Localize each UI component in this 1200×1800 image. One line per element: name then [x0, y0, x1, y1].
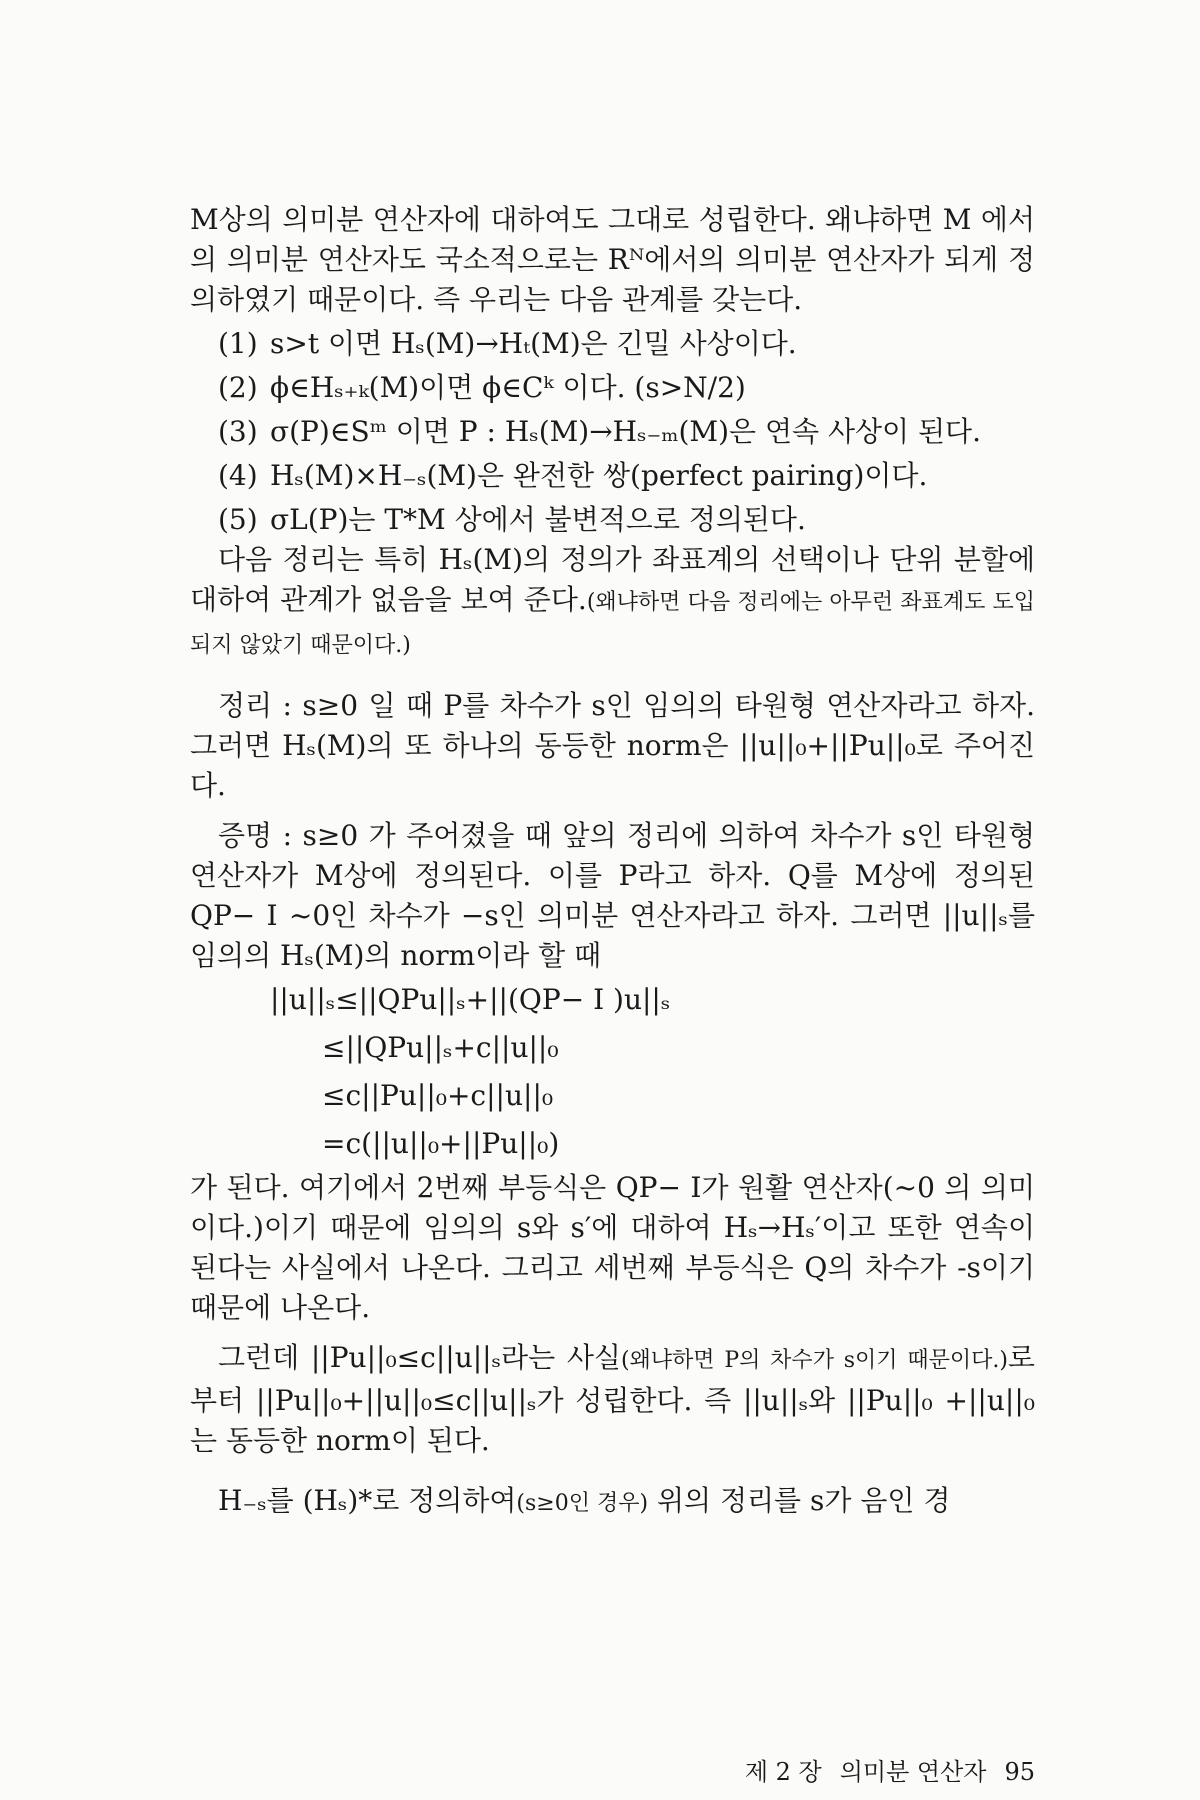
- paragraph-explanation: 가 된다. 여기에서 2번째 부등식은 QP− I가 원활 연산자(~0 의 의미이다.)이기 때문에 임의의 s와 s′에 대하여 Hₛ→Hₛ′이고 또한 연속이 된다는 사실에서 나온다. 그리고 세번째 부등식은 Q의 차수가 -s이기 때문에 나온다.: [190, 1171, 1035, 1324]
- page-body: [190, 200, 1035, 1524]
- remark-text: 다음 정리는 특히 Hₛ(M)의 정의가 좌표계의 선택이나 단위 분할에 대하여 관계가 없음을 보여 준다.: [190, 543, 1035, 616]
- spacer: [190, 1461, 1035, 1481]
- equation-line: ≤||QPu||ₛ+c||u||₀: [322, 1031, 559, 1064]
- list-item-text: s>t 이면 Hₛ(M)→Hₜ(M)은 긴밀 사상이다.: [270, 327, 797, 360]
- theorem-statement: 정리 : s≥0 일 때 P를 차수가 s인 임의의 타원형 연산자라고 하자. 그러면 Hₛ(M)의 또 하나의 동등한 norm은 ||u||₀+||Pu||₀로 주어진다.: [190, 689, 1035, 802]
- list-item-number: (5): [218, 503, 258, 536]
- paragraph-dual: [190, 1481, 1035, 1524]
- list-item-number: (2): [218, 371, 258, 404]
- list-item: [190, 500, 1035, 540]
- list-item: [190, 412, 1035, 452]
- list-item-number: (1): [218, 327, 258, 360]
- paragraph-remark: [190, 540, 1035, 666]
- page-footer: [190, 1752, 1035, 1787]
- equation-block: [190, 976, 1035, 1168]
- list-item: [190, 324, 1035, 364]
- conclusion-text-b: 로부터 ||Pu||₀+||u||₀≤c||u||ₛ가 성립한다. 즉 ||u||ₛ와 ||Pu||₀ +||u||₀는 동등한 norm이 된다.: [190, 1341, 1035, 1457]
- footer-chapter: 제 2 장: [744, 1758, 822, 1786]
- conclusion-aside: (왜냐하면 P의 차수가 s이기 때문이다.): [620, 1348, 1008, 1373]
- conclusion-text-a: 그런데 ||Pu||₀≤c||u||ₛ라는 사실: [218, 1341, 621, 1374]
- paragraph-conclusion: [190, 1338, 1035, 1461]
- equation-line: =c(||u||₀+||Pu||₀): [322, 1127, 560, 1160]
- dual-text-b: 위의 정리를 s가 음인 경: [656, 1484, 951, 1517]
- footer-chapter-title: 의미분 연산자: [839, 1758, 987, 1786]
- list-item-text: ϕ∈Hₛ₊ₖ(M)이면 ϕ∈Cᵏ 이다. (s>N/2): [270, 371, 746, 404]
- equation-line: ||u||ₛ≤||QPu||ₛ+||(QP− I )u||ₛ: [270, 983, 671, 1016]
- dual-aside: (s≥0인 경우): [516, 1491, 649, 1516]
- list-item-text: σL(P)는 T*M 상에서 불변적으로 정의된다.: [270, 503, 806, 536]
- spacer: [190, 806, 1035, 816]
- list-item-text: Hₛ(M)×H₋ₛ(M)은 완전한 쌍(perfect pairing)이다.: [270, 459, 928, 492]
- page-number: 95: [1004, 1758, 1035, 1786]
- equation-line: ≤c||Pu||₀+c||u||₀: [322, 1079, 554, 1112]
- spacer: [190, 1328, 1035, 1338]
- spacer: [190, 666, 1035, 686]
- proof-text: 증명 : s≥0 가 주어졌을 때 앞의 정리에 의하여 차수가 s인 타원형 연산자가 M상에 정의된다. 이를 P라고 하자. Q를 M상에 정의된 QP− I ~0인 차수가 −s인 의미분 연산자라고 하자. 그러면 ||u||ₛ를 임의의 Hₛ(M)의 norm이라 할 때: [190, 819, 1035, 972]
- list-item: [190, 368, 1035, 408]
- list-item: [190, 456, 1035, 496]
- paragraph-intro: M상의 의미분 연산자에 대하여도 그대로 성립한다. 왜냐하면 M 에서의 의미분 연산자도 국소적으로는 Rᴺ에서의 의미분 연산자가 되게 정의하였기 때문이다. 즉 우리는 다음 관계를 갖는다.: [190, 203, 1035, 316]
- dual-text-a: H₋ₛ를 (Hₛ)*로 정의하여: [218, 1484, 517, 1517]
- list-item-text: σ(P)∈Sᵐ 이면 P : Hₛ(M)→Hₛ₋ₘ(M)은 연속 사상이 된다.: [270, 415, 981, 448]
- remark-aside: (왜냐하면 다음 정리에는 아무런 좌표계도 도입되지 않았기 때문이다.): [190, 590, 1035, 658]
- list-item-number: (4): [218, 459, 258, 492]
- list-item-number: (3): [218, 415, 258, 448]
